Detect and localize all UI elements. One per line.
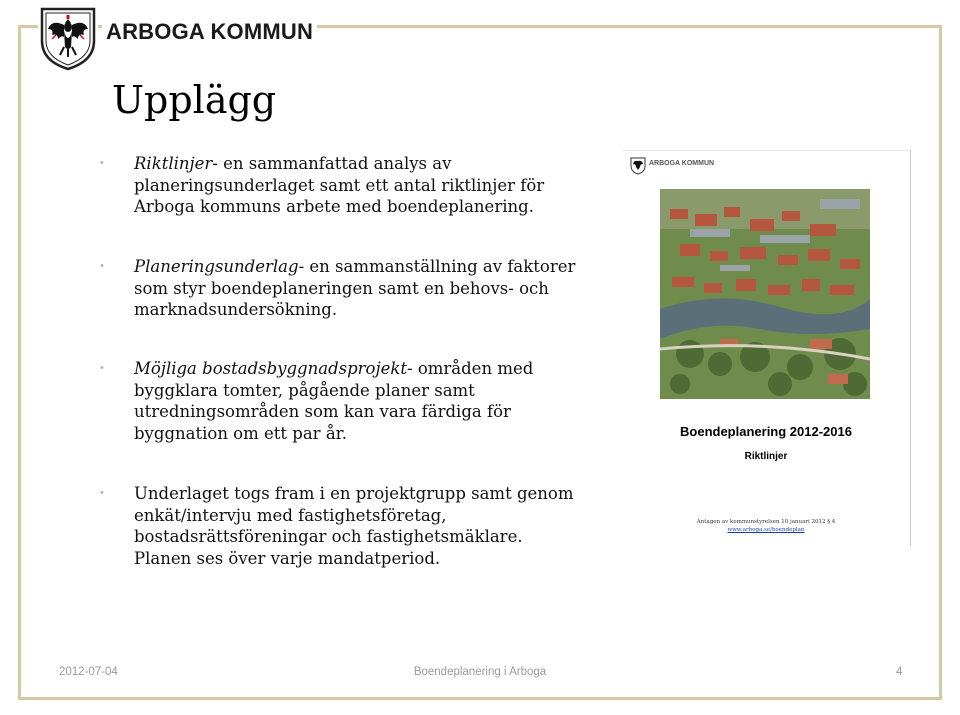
header (0, 0, 960, 70)
bullet-text: - en sammanfattad analys av planeringsunderlaget samt ett antal riktlinjer för Arboga kommuns arbete med boendeplanering. (134, 154, 545, 216)
bullet-planeringsunderlag (100, 256, 580, 321)
footer-date: 2012-07-04 (59, 666, 118, 678)
bullet-term: Möjliga bostadsbyggnadsprojekt (134, 359, 407, 378)
slide-title: Upplägg (112, 78, 277, 122)
bullet-term: Riktlinjer (134, 154, 213, 173)
bullet-bostadsbyggnadsprojekt (100, 358, 580, 444)
bullet-riktlinjer (100, 153, 580, 218)
document-subtitle: Riktlinjer (744, 451, 788, 462)
footer-title: Boendeplanering i Arboga (413, 666, 547, 678)
bullet-text: - områden med byggklara tomter, pågående planer samt utredningsområden som kan vara färdiga för byggnation om ett par år. (134, 359, 534, 443)
document-title: Boendeplanering 2012-2016 (680, 424, 852, 439)
bullet-text: Underlaget togs fram i en projektgrupp samt genom enkät/intervju med fastighetsföretag, bostadsrättsföreningar och fastighetsmäklare. Planen ses över varje mandatperiod. (134, 484, 574, 568)
coat-of-arms-eagle-icon (38, 5, 98, 71)
page-number: 4 (896, 666, 903, 678)
document-link[interactable]: www.arboga.se/boendeplan (727, 527, 805, 533)
document-cover-preview (622, 150, 911, 546)
coat-of-arms-small-icon (630, 157, 646, 175)
brand-name: ARBOGA KOMMUN (102, 19, 317, 45)
document-brand: ARBOGA KOMMUN (649, 160, 715, 167)
adoption-note: Antagen av kommunstyrelsen 10 januari 2012 § 4 (696, 519, 836, 525)
bullet-term: Planeringsunderlag (134, 257, 299, 276)
bullet-text: - en sammanställning av faktorer som styr boendeplaneringen samt en behovs- och marknadsundersökning. (134, 257, 576, 319)
bullet-underlaget (100, 483, 580, 569)
document-note (622, 518, 910, 534)
aerial-town-photo (660, 189, 870, 399)
